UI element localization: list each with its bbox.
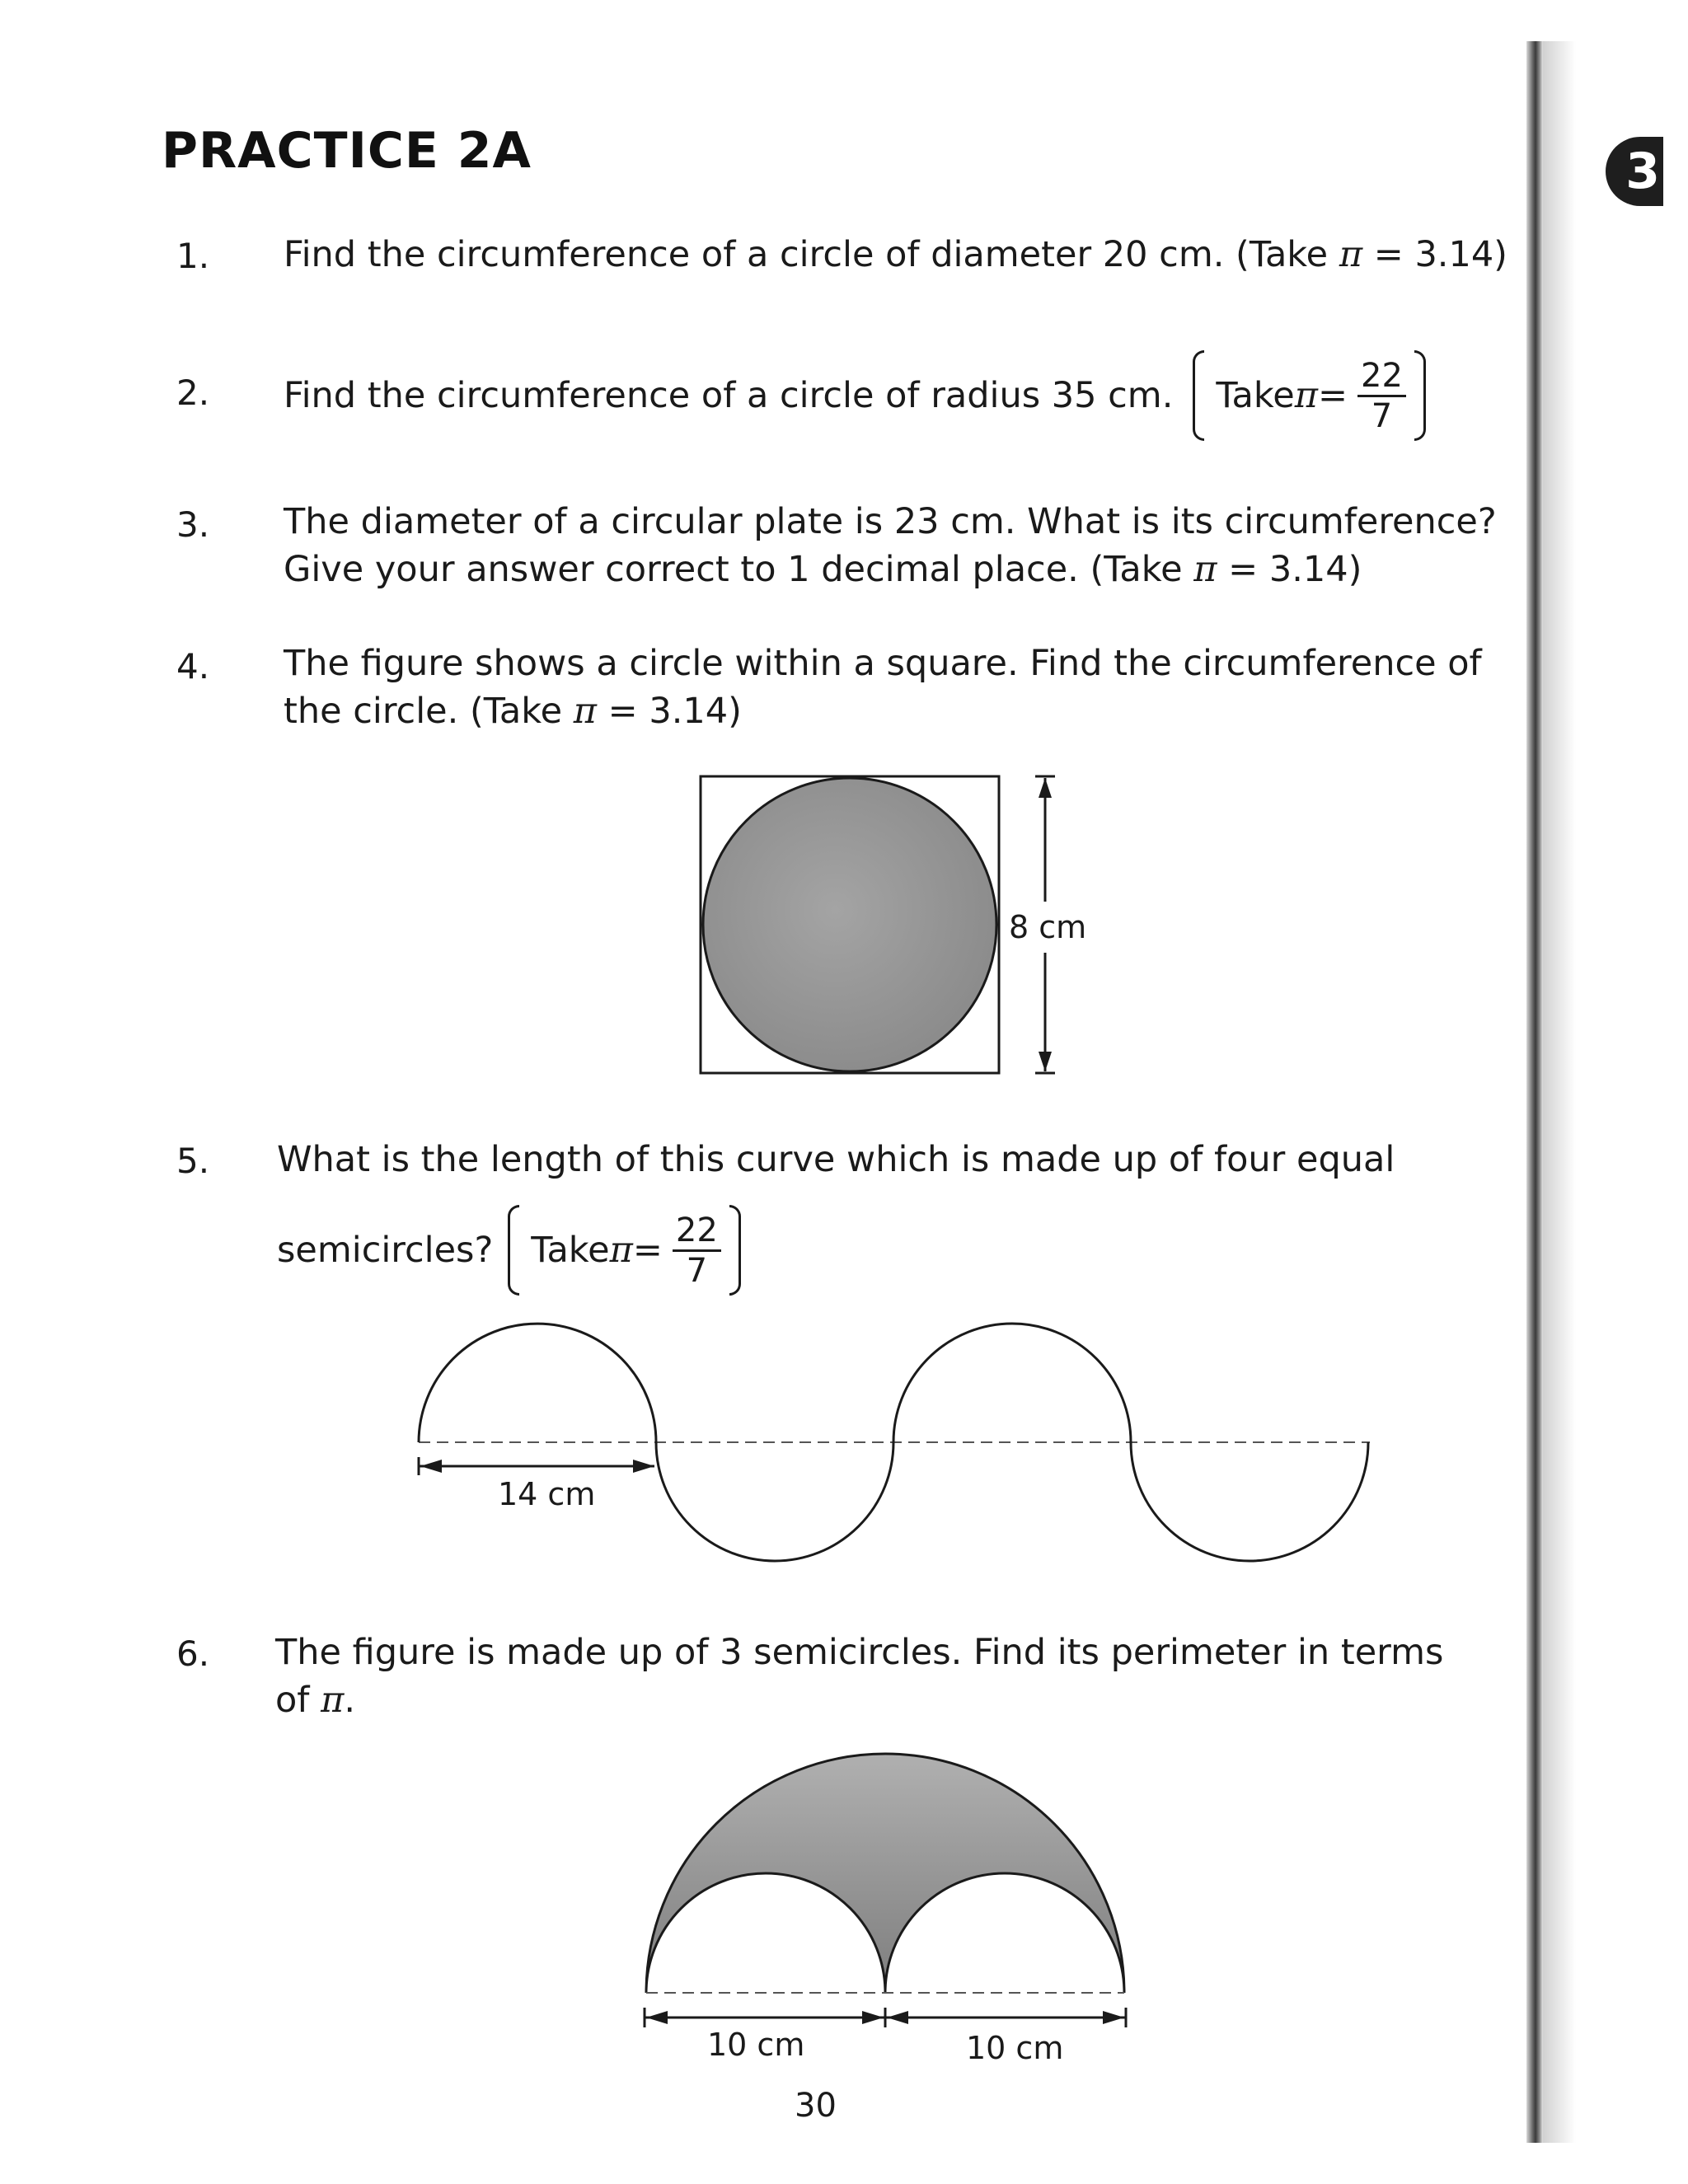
take-label: Take — [531, 1230, 610, 1271]
arrowhead — [646, 2011, 668, 2024]
question-4-line-2a: the circle. (Take — [284, 691, 574, 732]
take-label: Take — [1216, 375, 1295, 416]
question-1-number: 1. — [176, 236, 210, 276]
fraction-numerator: 22 — [1357, 357, 1406, 397]
question-4-line-2b: = 3.14) — [596, 691, 742, 732]
fraction-denominator: 7 — [686, 1251, 708, 1290]
page-number: 30 — [795, 2087, 837, 2125]
question-6-number: 6. — [176, 1633, 210, 1674]
arrowhead-up — [1039, 778, 1052, 798]
question-2-number: 2. — [176, 373, 210, 413]
pi-symbol: π — [1294, 375, 1318, 416]
question-6-line-2b: . — [344, 1680, 356, 1721]
question-4-line-1: The figure shows a circle within a square. Find the circumference of — [284, 643, 1482, 684]
question-5-text — [277, 1136, 1395, 1183]
question-6-text — [275, 1629, 1443, 1724]
question-1-text-a: Find the circumference of a circle of diameter 20 cm. (Take — [284, 234, 1339, 275]
label-8cm: 8 cm — [1009, 909, 1087, 945]
chapter-tab: 3 — [1606, 137, 1663, 206]
pi-symbol: π — [609, 1230, 633, 1271]
question-6-line-2 — [275, 1676, 1443, 1724]
left-paren — [508, 1205, 519, 1296]
label-14cm: 14 cm — [498, 1476, 596, 1512]
question-6-line-2a: of — [275, 1680, 321, 1721]
question-3-line-2b: = 3.14) — [1217, 549, 1362, 590]
figure-circle-in-square — [701, 776, 1086, 1073]
label-10cm-right: 10 cm — [966, 2030, 1064, 2066]
question-5-number: 5. — [176, 1141, 210, 1181]
arrowhead-right — [633, 1460, 654, 1473]
question-5-line-1: What is the length of this curve which is made up of four equal — [277, 1139, 1395, 1180]
page-title: PRACTICE 2A — [162, 122, 532, 180]
fraction-numerator: 22 — [673, 1212, 721, 1252]
equals-sign: = — [1317, 375, 1348, 416]
arrowhead-left — [420, 1460, 442, 1473]
question-6-line-1: The figure is made up of 3 semicircles. Find its perimeter in terms — [275, 1632, 1444, 1673]
question-2-statement: Find the circumference of a circle of radius 35 cm. — [284, 375, 1174, 416]
pi-symbol: π — [321, 1680, 345, 1721]
figure-semicircle-curve — [419, 1324, 1370, 1561]
figure-three-semicircles — [645, 1754, 1126, 2066]
question-5-line-2 — [277, 1197, 741, 1304]
question-3-number: 3. — [176, 504, 210, 545]
question-3-line-2a: Give your answer correct to 1 decimal place. (Take — [284, 549, 1194, 590]
equals-sign: = — [632, 1230, 663, 1271]
arrowhead-down — [1039, 1052, 1052, 1071]
shaded-region — [646, 1754, 1124, 1993]
fraction-denominator: 7 — [1371, 396, 1393, 435]
question-5-pi-value — [508, 1205, 741, 1296]
pi-symbol: π — [1193, 549, 1217, 590]
question-4-number: 4. — [176, 646, 210, 687]
shaded-circle — [703, 778, 996, 1071]
arrowhead — [1103, 2011, 1124, 2024]
pi-symbol: π — [1339, 234, 1363, 275]
pi-symbol: π — [573, 691, 597, 732]
right-paren — [729, 1205, 741, 1296]
arrowhead — [887, 2011, 908, 2024]
question-1-text-b: = 3.14) — [1362, 234, 1507, 275]
question-3-line-1: The diameter of a circular plate is 23 cm. What is its circumference? — [284, 501, 1497, 542]
fraction — [673, 1212, 721, 1290]
label-10cm-left: 10 cm — [707, 2027, 805, 2063]
arrowhead — [862, 2011, 884, 2024]
question-5-semicircles: semicircles? — [277, 1230, 494, 1271]
